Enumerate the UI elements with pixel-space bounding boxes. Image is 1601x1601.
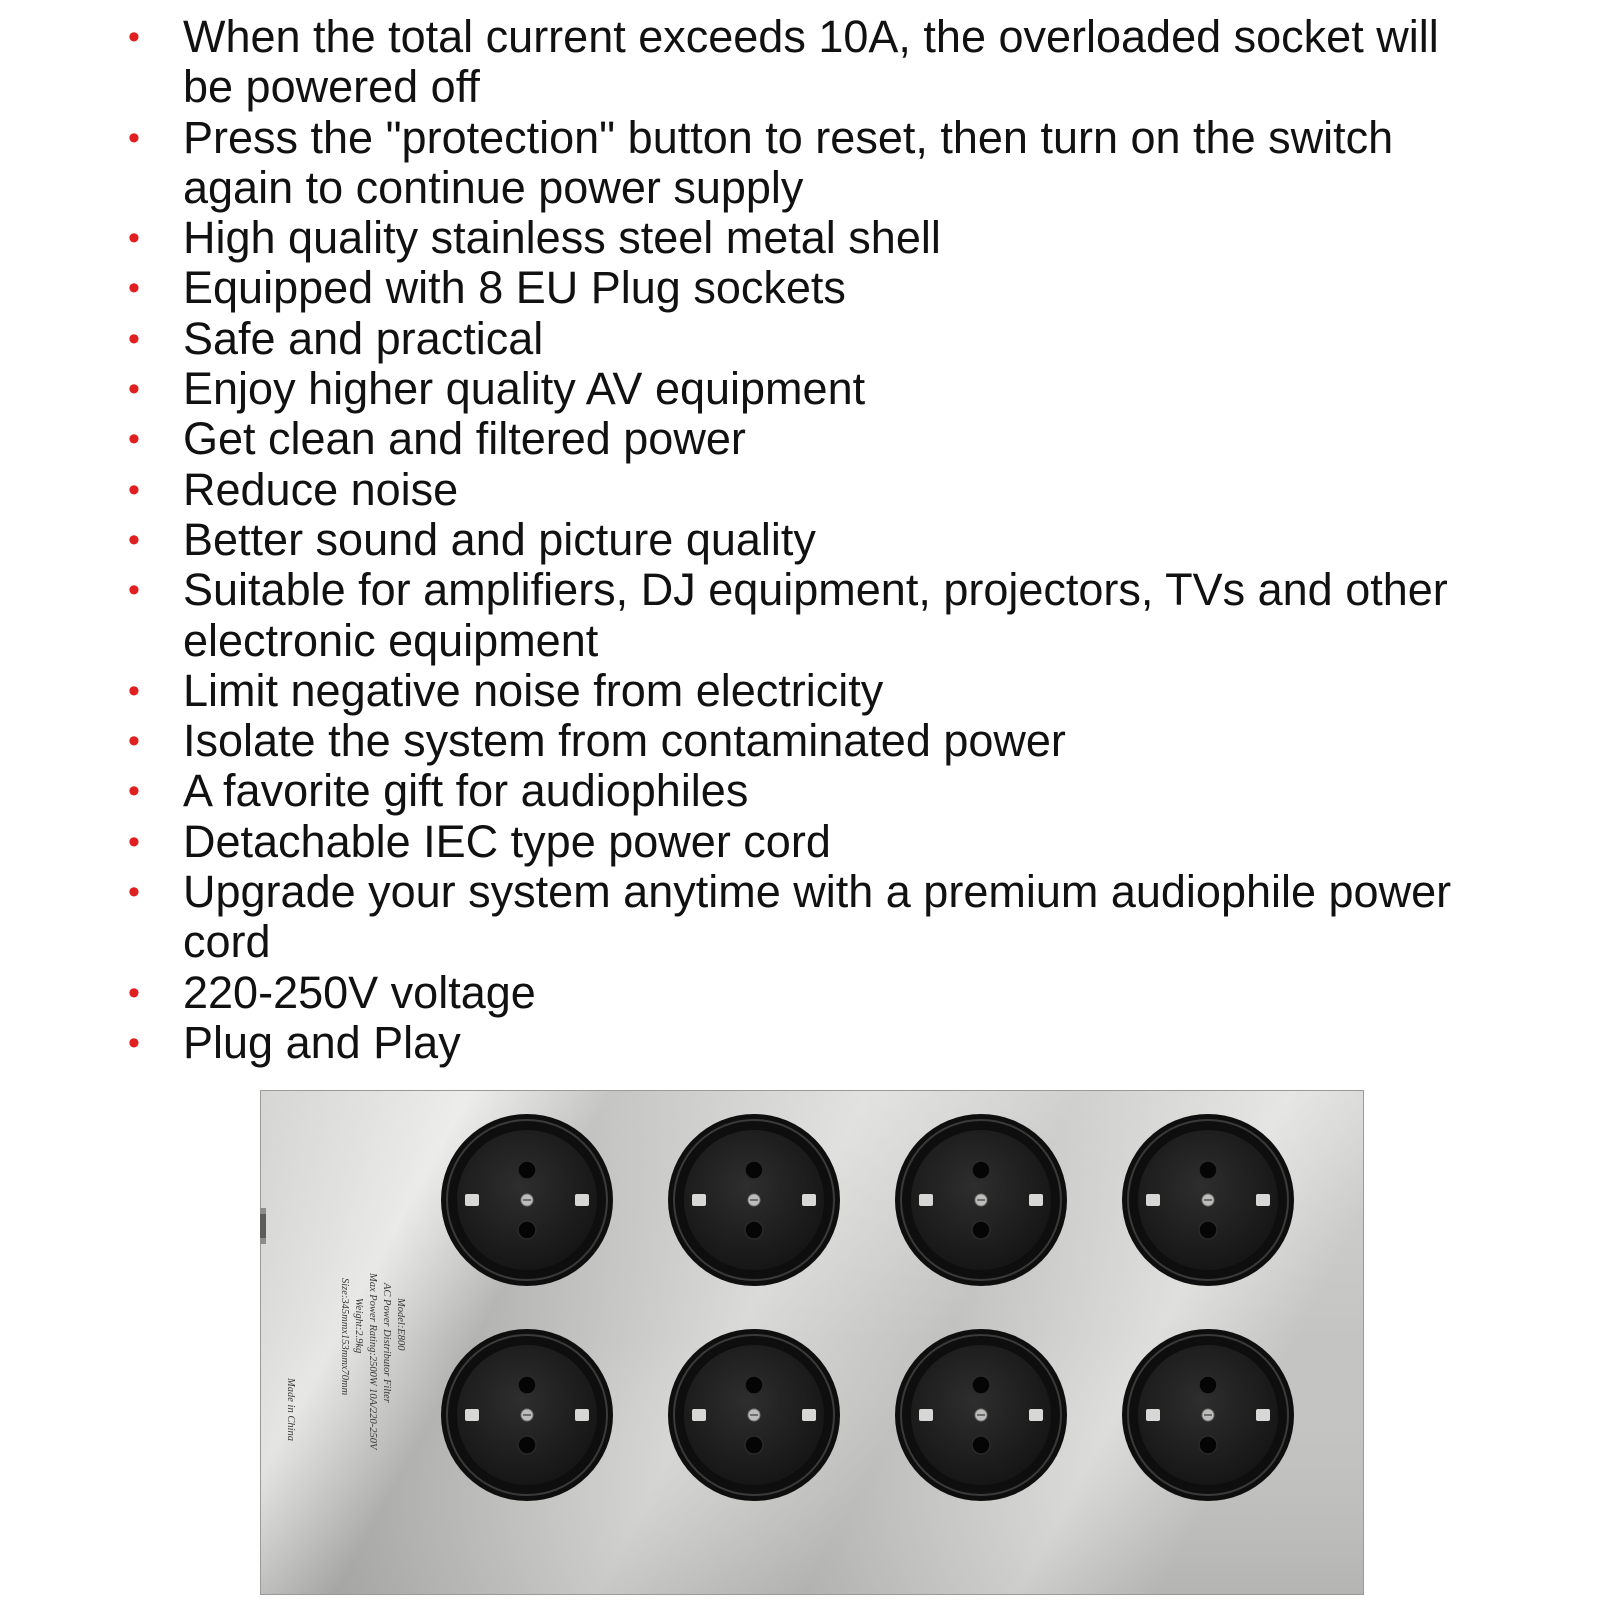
feature-item (0, 968, 1601, 1018)
pin-hole (518, 1376, 536, 1394)
bullet-icon: • (128, 18, 140, 56)
bullet-icon: • (128, 822, 140, 861)
ground-clip (802, 1409, 816, 1421)
ground-clip (575, 1409, 589, 1421)
feature-item (0, 565, 1601, 666)
pin-hole (972, 1221, 990, 1239)
pin-hole (972, 1376, 990, 1394)
pin-hole (745, 1436, 763, 1454)
power-strip-photo (260, 1090, 1364, 1595)
feature-text: Reduce noise (183, 463, 459, 515)
feature-item (0, 364, 1601, 414)
feature-item (0, 716, 1601, 766)
ground-clip (1256, 1194, 1270, 1206)
ground-clip (1146, 1194, 1160, 1206)
feature-text: Equipped with 8 EU Plug sockets (183, 262, 846, 314)
power-switch (260, 1208, 266, 1244)
bullet-icon: • (128, 520, 140, 559)
feature-item (0, 1018, 1601, 1068)
pin-hole (1199, 1436, 1217, 1454)
ground-clip (692, 1194, 706, 1206)
feature-text: Limit negative noise from electricity (183, 664, 884, 716)
label-line: Max Power Rating:2500W 10A/220-250V (367, 1273, 378, 1450)
ground-clip (919, 1409, 933, 1421)
feature-text: 220-250V voltage (183, 966, 536, 1018)
bullet-icon: • (128, 772, 140, 811)
bullet-icon: • (128, 671, 140, 710)
bullet-icon: • (128, 873, 140, 912)
feature-item (0, 867, 1601, 968)
pin-hole (518, 1221, 536, 1239)
origin-label: Made in China (285, 1378, 296, 1441)
feature-item (0, 414, 1601, 464)
bullet-icon: • (128, 219, 140, 258)
eu-socket (1122, 1329, 1294, 1501)
bullet-icon: • (128, 973, 140, 1012)
feature-item (0, 113, 1601, 214)
eu-socket (668, 1114, 840, 1286)
eu-socket (895, 1114, 1067, 1286)
bullet-icon: • (128, 269, 140, 308)
pin-hole (972, 1161, 990, 1179)
bullet-icon: • (128, 319, 140, 358)
feature-text: Upgrade your system anytime with a premium audiophile power cord (183, 866, 1452, 968)
ground-clip (1029, 1194, 1043, 1206)
ground-clip (1029, 1409, 1043, 1421)
ground-clip (802, 1194, 816, 1206)
bullet-icon: • (128, 370, 140, 409)
feature-list (0, 12, 1601, 1068)
pin-hole (518, 1161, 536, 1179)
pin-hole (972, 1436, 990, 1454)
feature-item (0, 465, 1601, 515)
feature-item (0, 314, 1601, 364)
eu-socket (1122, 1114, 1294, 1286)
pin-hole (745, 1376, 763, 1394)
feature-text: Isolate the system from contaminated power (183, 715, 1066, 767)
bullet-icon: • (128, 722, 140, 761)
power-strip-illustration (260, 1090, 1364, 1595)
feature-item (0, 817, 1601, 867)
pin-hole (1199, 1221, 1217, 1239)
feature-text: A favorite gift for audiophiles (183, 765, 749, 817)
bullet-icon: • (128, 118, 140, 157)
ground-clip (919, 1194, 933, 1206)
feature-text: Plug and Play (183, 1016, 461, 1068)
pin-hole (745, 1161, 763, 1179)
feature-item (0, 213, 1601, 263)
label-line: Weight:2.9kg (353, 1298, 364, 1354)
eu-socket (441, 1114, 613, 1286)
bullet-icon: • (128, 1023, 140, 1062)
feature-text: Safe and practical (183, 312, 544, 364)
eu-socket (441, 1329, 613, 1501)
feature-item (0, 666, 1601, 716)
pin-hole (745, 1221, 763, 1239)
ground-clip (465, 1409, 479, 1421)
bullet-icon: • (128, 420, 140, 459)
feature-text: Press the "protection" button to reset, then turn on the switch again to continue power supply (183, 111, 1394, 213)
ground-clip (1146, 1409, 1160, 1421)
feature-text: When the total current exceeds 10A, the overloaded socket will be powered off (183, 11, 1439, 113)
feature-item (0, 263, 1601, 313)
feature-text: Get clean and filtered power (183, 413, 746, 465)
ground-clip (692, 1409, 706, 1421)
bullet-icon: • (128, 571, 140, 610)
label-line: Model:E800 (395, 1298, 406, 1351)
ground-clip (575, 1194, 589, 1206)
feature-item (0, 515, 1601, 565)
eu-socket (668, 1329, 840, 1501)
feature-text: Detachable IEC type power cord (183, 815, 831, 867)
feature-item (0, 766, 1601, 816)
label-line: Size:345mmx153mmx70mm (339, 1278, 350, 1396)
pin-hole (1199, 1376, 1217, 1394)
bullet-icon: • (128, 470, 140, 509)
feature-text: Enjoy higher quality AV equipment (183, 363, 866, 415)
pin-hole (1199, 1161, 1217, 1179)
feature-text: Better sound and picture quality (183, 513, 816, 565)
feature-text: High quality stainless steel metal shell (183, 212, 941, 264)
feature-item (0, 12, 1601, 113)
eu-socket (895, 1329, 1067, 1501)
ground-clip (1256, 1409, 1270, 1421)
label-line: AC Power Distributor Filter (381, 1283, 392, 1403)
feature-text: Suitable for amplifiers, DJ equipment, projectors, TVs and other electronic equipment (183, 564, 1448, 666)
pin-hole (518, 1436, 536, 1454)
ground-clip (465, 1194, 479, 1206)
